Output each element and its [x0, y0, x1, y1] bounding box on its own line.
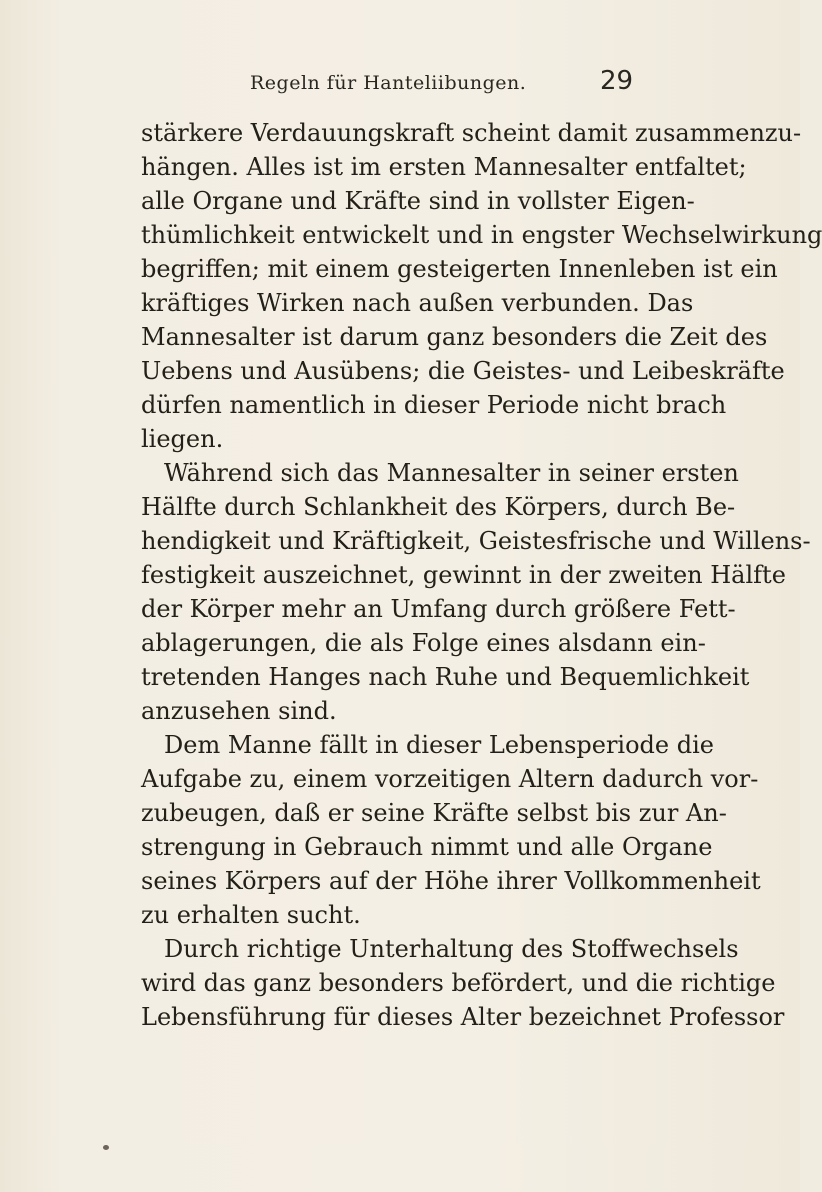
text-line: alle Organe und Kräfte sind in vollster Eigen- — [141, 187, 695, 215]
page-number: 29 — [600, 66, 634, 96]
text-line: anzusehen sind. — [141, 697, 337, 725]
paragraph-start-line: Dem Manne fällt in dieser Lebensperiode die — [164, 731, 714, 759]
text-line: hängen. Alles ist im ersten Mannesalter entfaltet; — [141, 153, 747, 181]
text-line: der Körper mehr an Umfang durch größere Fett- — [141, 595, 736, 623]
text-line: thümlichkeit entwickelt und in engster Wechselwirkung — [141, 221, 822, 249]
paragraph-start-line: Während sich das Mannesalter in seiner ersten — [164, 459, 739, 487]
text-line: Aufgabe zu, einem vorzeitigen Altern dadurch vor- — [141, 765, 759, 793]
text-line: zu erhalten sucht. — [141, 901, 361, 929]
running-head: Regeln für Hanteliibungen. — [250, 72, 527, 94]
text-line: Lebensführung für dieses Alter bezeichnet Professor — [141, 1003, 785, 1031]
text-line: kräftiges Wirken nach außen verbunden. Das — [141, 289, 694, 317]
text-line: strengung in Gebrauch nimmt und alle Organe — [141, 833, 713, 861]
text-line: zubeugen, daß er seine Kräfte selbst bis zur An- — [141, 799, 727, 827]
paragraph-start-line: Durch richtige Unterhaltung des Stoffwechsels — [164, 935, 739, 963]
text-line: stärkere Verdauungskraft scheint damit zusammenzu- — [141, 119, 802, 147]
text-line: festigkeit auszeichnet, gewinnt in der zweiten Hälfte — [141, 561, 786, 589]
text-line: begriffen; mit einem gesteigerten Innenleben ist ein — [141, 255, 778, 283]
text-line: liegen. — [141, 425, 224, 453]
text-line: ablagerungen, die als Folge eines alsdann ein- — [141, 629, 706, 657]
text-line: hendigkeit und Kräftigkeit, Geistesfrische und Willens- — [141, 527, 811, 555]
text-line: Hälfte durch Schlankheit des Körpers, durch Be- — [141, 493, 736, 521]
text-line: dürfen namentlich in dieser Periode nicht brach — [141, 391, 727, 419]
text-line: wird das ganz besonders befördert, und die richtige — [141, 969, 776, 997]
text-line: Mannesalter ist darum ganz besonders die Zeit des — [141, 323, 768, 351]
text-line: seines Körpers auf der Höhe ihrer Vollkommenheit — [141, 867, 761, 895]
text-line: tretenden Hanges nach Ruhe und Bequemlichkeit — [141, 663, 750, 691]
text-line: Uebens und Ausübens; die Geistes- und Leibeskräfte — [141, 357, 785, 385]
ink-speck — [103, 1145, 109, 1150]
